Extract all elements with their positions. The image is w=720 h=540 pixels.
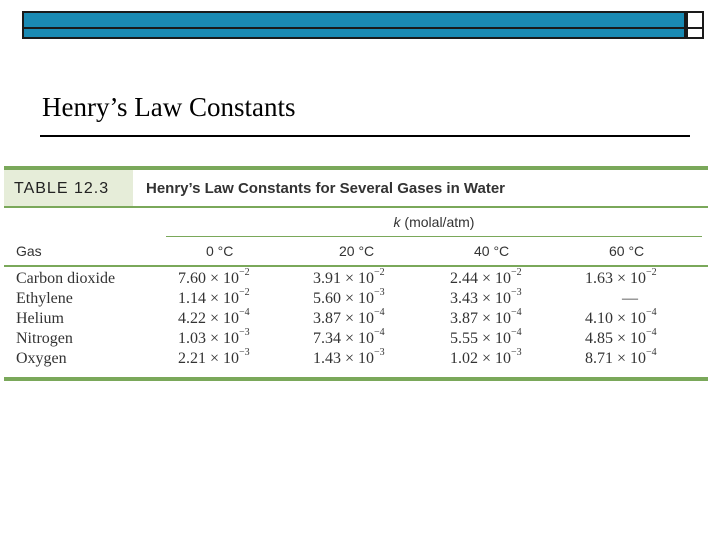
constant-value (313, 307, 385, 328)
table-row (4, 327, 708, 350)
constant-value (178, 287, 250, 308)
column-header-0c: 0 °C (206, 243, 234, 259)
gas-name: Oxygen (16, 350, 67, 367)
henry-table-figure (4, 166, 708, 381)
value-mantissa: 4.10 × 10 (585, 310, 647, 327)
value-mantissa: 4.22 × 10 (178, 310, 240, 327)
constant-value (178, 347, 250, 368)
constant-value (585, 347, 657, 368)
column-header-60c: 60 °C (609, 243, 645, 259)
value-exponent: −3 (374, 347, 385, 358)
table-row (4, 347, 708, 370)
header-decor-square-lower (686, 29, 704, 39)
constant-value (450, 347, 522, 368)
constant-value (585, 327, 657, 348)
unit-symbol: k (393, 214, 401, 230)
constant-value (313, 267, 385, 288)
value-exponent: −4 (646, 347, 657, 358)
table-row (4, 307, 708, 330)
constant-value (178, 307, 250, 328)
value-exponent: −4 (511, 327, 522, 338)
value-mantissa: 5.60 × 10 (313, 290, 375, 307)
value-exponent: −3 (239, 347, 250, 358)
value-mantissa: 8.71 × 10 (585, 350, 647, 367)
table-label-box (4, 170, 133, 206)
value-exponent: −2 (511, 267, 522, 278)
constant-value (450, 287, 522, 308)
value-exponent: −2 (239, 267, 250, 278)
unit-header (166, 214, 702, 230)
constant-value (585, 267, 657, 288)
value-mantissa: 7.60 × 10 (178, 270, 240, 287)
value-mantissa: 1.14 × 10 (178, 290, 240, 307)
value-mantissa: 4.85 × 10 (585, 330, 647, 347)
value-exponent: −4 (511, 307, 522, 318)
value-mantissa: 3.43 × 10 (450, 290, 512, 307)
table-row (4, 267, 708, 290)
value-exponent: −2 (646, 267, 657, 278)
value-exponent: −4 (239, 307, 250, 318)
value-exponent: −3 (239, 327, 250, 338)
constant-value (313, 347, 385, 368)
constant-value (450, 327, 522, 348)
constant-value (450, 307, 522, 328)
value-mantissa: 3.91 × 10 (313, 270, 375, 287)
value-exponent: −4 (374, 307, 385, 318)
value-exponent: −3 (374, 287, 385, 298)
header-decor-square (686, 11, 704, 29)
value-mantissa: 1.63 × 10 (585, 270, 647, 287)
constant-value (585, 307, 657, 328)
slide-title: Henry’s Law Constants (42, 92, 296, 122)
value-exponent: −4 (374, 327, 385, 338)
value-mantissa: 2.21 × 10 (178, 350, 240, 367)
gas-column-header: Gas (16, 243, 42, 259)
header-decor-bar (22, 11, 686, 29)
constant-value (313, 327, 385, 348)
column-header-20c: 20 °C (339, 243, 375, 259)
value-mantissa: 7.34 × 10 (313, 330, 375, 347)
header-rule (4, 265, 708, 267)
unit-rule (166, 236, 702, 237)
gas-name: Carbon dioxide (16, 270, 116, 287)
value-mantissa: 1.02 × 10 (450, 350, 512, 367)
value-exponent: −2 (374, 267, 385, 278)
value-mantissa: 1.03 × 10 (178, 330, 240, 347)
value-mantissa: — (622, 290, 638, 307)
value-mantissa: 2.44 × 10 (450, 270, 512, 287)
title-underline (40, 135, 690, 137)
value-exponent: −2 (239, 287, 250, 298)
value-mantissa: 3.87 × 10 (313, 310, 375, 327)
value-mantissa: 1.43 × 10 (313, 350, 375, 367)
table-bottom-rule (4, 377, 708, 381)
gas-name: Ethylene (16, 290, 73, 307)
table-label: TABLE 12.3 (14, 180, 110, 197)
table-row (4, 287, 708, 310)
constant-value (622, 290, 638, 308)
value-mantissa: 5.55 × 10 (450, 330, 512, 347)
constant-value (178, 267, 250, 288)
constant-value (313, 287, 385, 308)
value-exponent: −3 (511, 347, 522, 358)
constant-value (450, 267, 522, 288)
caption-rule (4, 206, 708, 208)
value-exponent: −4 (646, 327, 657, 338)
table-caption: Henry’s Law Constants for Several Gases in Water (146, 180, 506, 197)
unit-text: (molal/atm) (400, 214, 475, 230)
gas-name: Nitrogen (16, 330, 73, 347)
header-decor-bar-lower (22, 29, 686, 39)
value-mantissa: 3.87 × 10 (450, 310, 512, 327)
gas-name: Helium (16, 310, 64, 327)
value-exponent: −4 (646, 307, 657, 318)
column-header-40c: 40 °C (474, 243, 510, 259)
value-exponent: −3 (511, 287, 522, 298)
constant-value (178, 327, 250, 348)
